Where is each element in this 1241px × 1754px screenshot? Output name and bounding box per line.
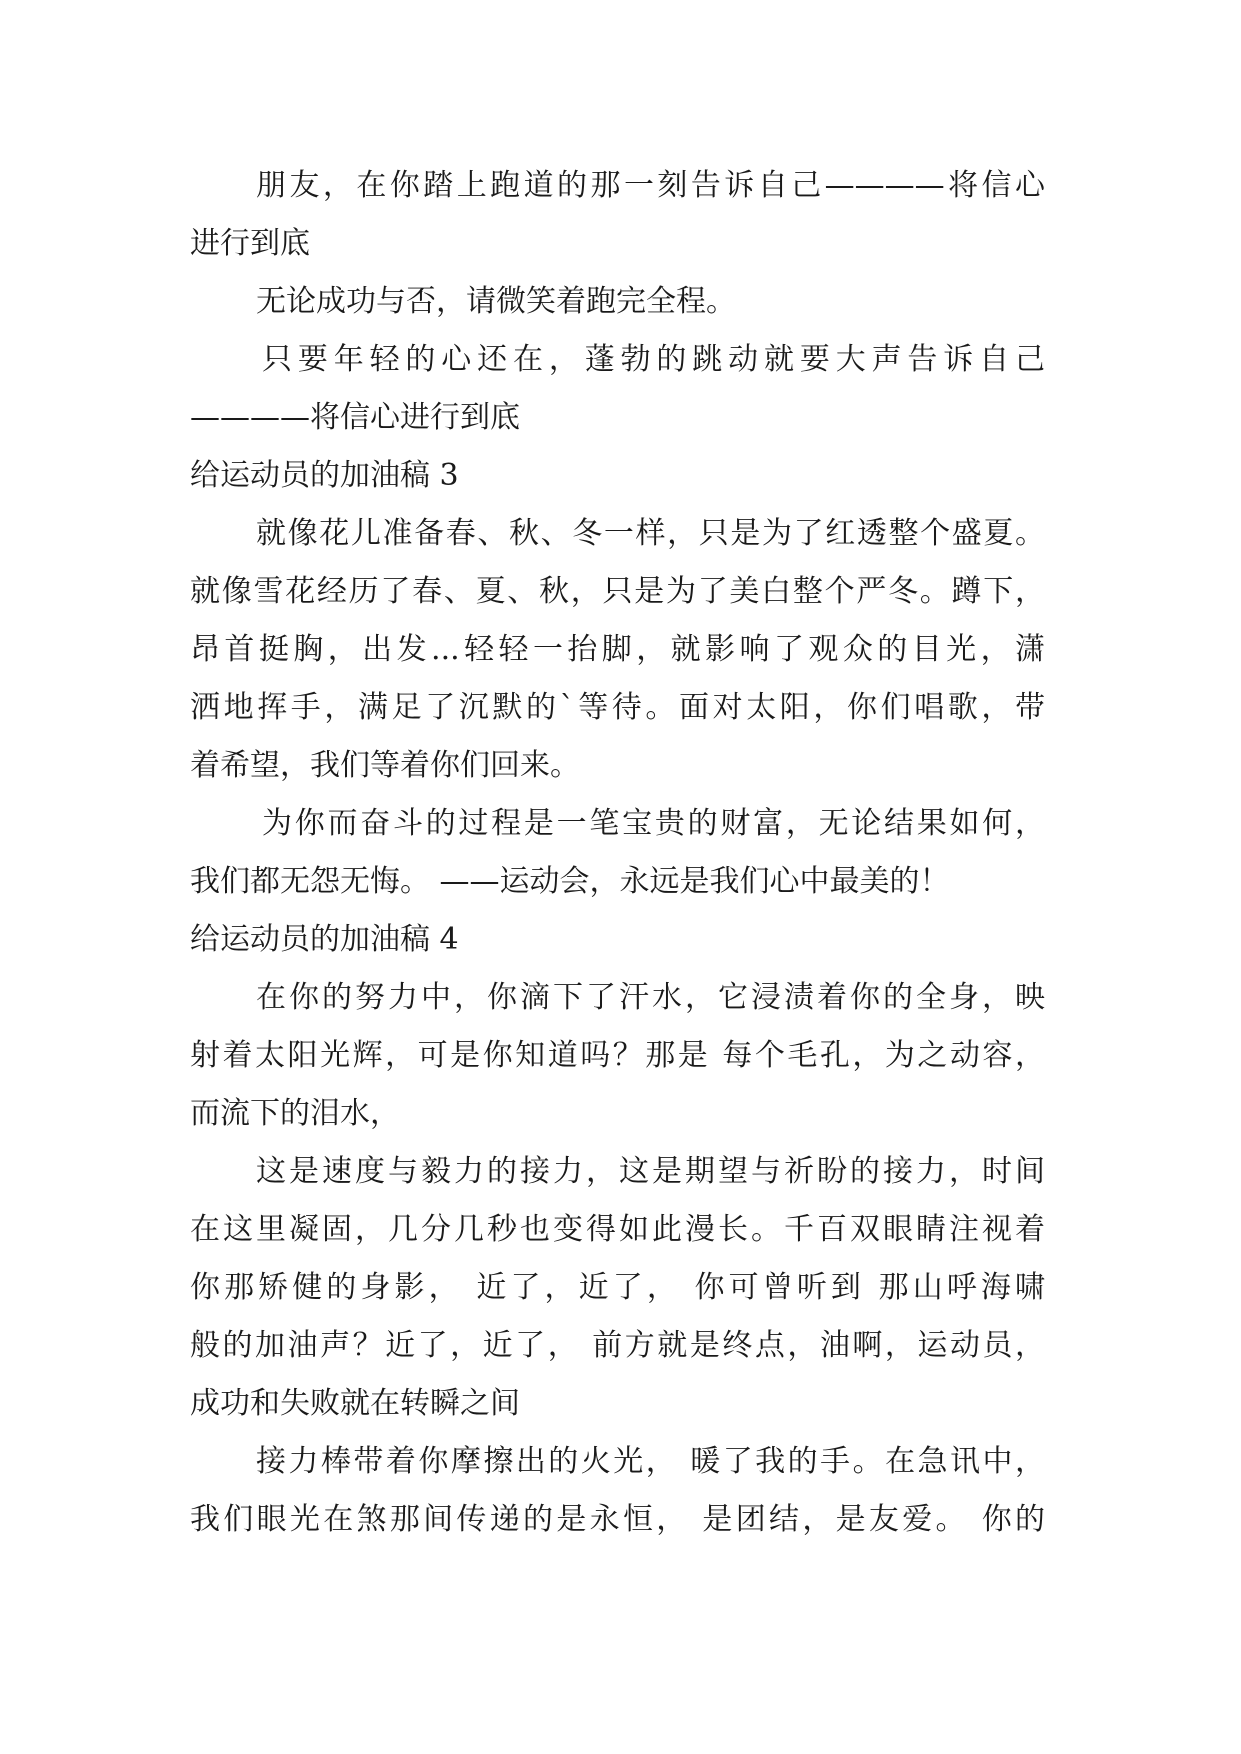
paragraph-line: 成功和失败就在转瞬之间 (190, 1386, 520, 1421)
paragraph-line: 射着太阳光辉，可是你知道吗？那是 每个毛孔，为之动容， (190, 1038, 1045, 1073)
paragraph-line: 昂首挺胸，出发...轻轻一抬脚，就影响了观众的目光，潇 (190, 632, 1045, 667)
paragraph-line: 就像花儿准备春、秋、冬一样，只是为了红透整个盛夏。 (256, 516, 1045, 551)
paragraph-line: 朋友，在你踏上跑道的那一刻告诉自己————将信心 (256, 168, 1045, 203)
paragraph-line: 为你而奋斗的过程是一笔宝贵的财富，无论结果如何， (262, 806, 1045, 841)
paragraph-line: 无论成功与否，请微笑着跑完全程。 (256, 284, 736, 319)
paragraph-line: 你那矫健的身影， 近了，近了， 你可曾听到 那山呼海啸 (190, 1270, 1045, 1305)
paragraph-line: ————将信心进行到底 (190, 400, 520, 435)
paragraph-line: 在这里凝固，几分几秒也变得如此漫长。千百双眼睛注视着 (190, 1212, 1045, 1247)
paragraph-line: 洒地挥手，满足了沉默的`等待。面对太阳，你们唱歌，带 (190, 690, 1045, 725)
paragraph-line: 这是速度与毅力的接力，这是期望与祈盼的接力，时间 (256, 1154, 1045, 1189)
paragraph-line: 只要年轻的心还在，蓬勃的跳动就要大声告诉自己 (262, 342, 1045, 377)
paragraph-line: 进行到底 (190, 226, 310, 261)
section-heading: 给运动员的加油稿 4 (190, 922, 459, 957)
paragraph-line: 般的加油声？近了，近了， 前方就是终点，油啊，运动员， (190, 1328, 1045, 1363)
section-heading: 给运动员的加油稿 3 (190, 458, 459, 493)
paragraph-line: 着希望，我们等着你们回来。 (190, 748, 580, 783)
paragraph-line: 接力棒带着你摩擦出的火光， 暖了我的手。在急讯中， (256, 1444, 1045, 1479)
paragraph-line: 我们眼光在煞那间传递的是永恒， 是团结，是友爱。 你的 (190, 1502, 1045, 1537)
paragraph-line: 而流下的泪水， (190, 1096, 400, 1131)
paragraph-line: 就像雪花经历了春、夏、秋，只是为了美白整个严冬。蹲下， (190, 574, 1045, 609)
paragraph-line: 在你的努力中，你滴下了汗水，它浸渍着你的全身，映 (256, 980, 1045, 1015)
paragraph-line: 我们都无怨无悔。 ——运动会，永远是我们心中最美的！ (190, 864, 950, 899)
